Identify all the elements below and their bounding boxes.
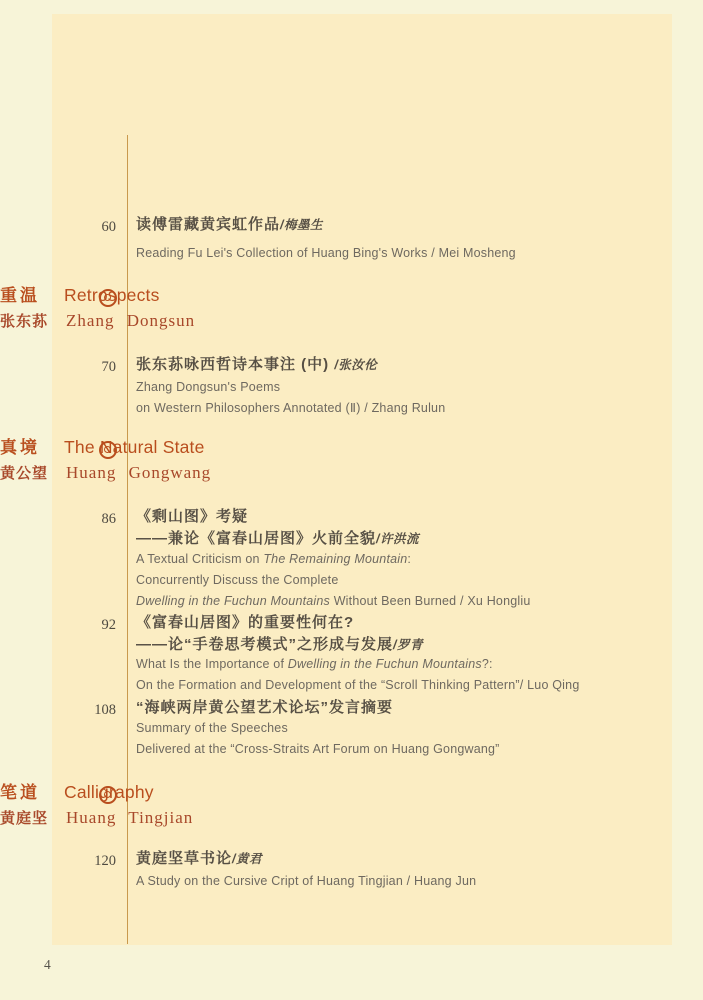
section-natural-state-person — [0, 462, 211, 484]
entry-92-page-number: 92 — [101, 617, 116, 633]
entry-86-en1-post: : — [407, 552, 412, 566]
entry-120-title-zh — [136, 850, 262, 869]
entry-70-title-zh-text: 张东荪咏西哲诗本事注 (中) — [136, 356, 335, 373]
entry-92-title-en-line1 — [136, 657, 493, 673]
entry-86-title-en-line3 — [136, 594, 530, 610]
entry-120-author-zh: /黄君 — [232, 852, 262, 866]
entry-86-title-en-line1 — [136, 552, 411, 568]
entry-70-title-en-line1: Zhang Dongsun's Poems — [136, 380, 281, 394]
entry-86-en1-pre: A Textual Criticism on — [136, 552, 264, 566]
section-natural-state-person-en: Huang Gongwang — [66, 463, 212, 482]
section-natural-state-zh: 真境 — [0, 438, 40, 457]
section-retrospects-header — [0, 285, 160, 307]
section-calligraphy-en: Calligraphy — [64, 782, 154, 802]
section-retrospects-zh: 重温 — [0, 286, 40, 305]
entry-60-page-number: 60 — [101, 219, 116, 235]
entry-86-author-zh: /许洪流 — [376, 532, 419, 546]
section-calligraphy-person-en: Huang Tingjian — [66, 808, 194, 827]
entry-92-en1-italic: Dwelling in the Fuchun Mountains — [287, 657, 482, 671]
section-calligraphy-zh: 笔道 — [0, 783, 40, 802]
entry-60-title-zh-text: 读傅雷藏黄宾虹作品 — [136, 216, 281, 233]
section-retrospects-person-en: Zhang Dongsun — [66, 311, 196, 330]
entry-108-page-number: 108 — [94, 702, 116, 718]
section-calligraphy-person-zh: 黄庭坚 — [0, 810, 49, 827]
entry-86-en3-post: Without Been Burned / Xu Hongliu — [330, 594, 531, 608]
folio-page-number: 4 — [44, 957, 51, 972]
entry-92-author-zh: /罗青 — [393, 638, 423, 652]
entry-86-subtitle-zh-text: ——兼论《富春山居图》火前全貌 — [136, 530, 377, 547]
section-calligraphy-person — [0, 807, 193, 829]
section-natural-state-header — [0, 437, 205, 459]
entry-92-en1-post: ?: — [481, 657, 493, 671]
entry-86-subtitle-zh — [136, 530, 419, 549]
entry-60-title-zh — [136, 216, 323, 235]
entry-70-title-en-line2: on Western Philosophers Annotated (Ⅱ) / Zhang Rulun — [136, 401, 446, 415]
entry-70-title-zh — [136, 356, 377, 375]
entry-86-title-en-line2: Concurrently Discuss the Complete — [136, 573, 339, 587]
section-retrospects-en: Retrospects — [64, 285, 160, 305]
entry-86-en3-italic: Dwelling in the Fuchun Mountains — [136, 594, 331, 608]
entry-120-title-zh-text: 黄庭坚草书论 — [136, 850, 233, 867]
entry-70-page-number: 70 — [101, 359, 116, 375]
entry-86-en1-italic: The Remaining Mountain — [263, 552, 408, 566]
section-calligraphy-header — [0, 782, 154, 804]
section-retrospects-person-zh: 张东荪 — [0, 313, 49, 330]
entry-92-subtitle-zh-text: ——论“手卷思考模式”之形成与发展 — [136, 636, 394, 653]
entry-86-title-zh: 《剩山图》考疑 — [136, 508, 249, 525]
entry-108-title-en-line2: Delivered at the “Cross-Straits Art Forum on Huang Gongwang” — [136, 742, 500, 756]
entry-108-title-en-line1: Summary of the Speeches — [136, 721, 288, 735]
entry-92-title-zh: 《富春山居图》的重要性何在? — [136, 614, 355, 631]
entry-70-author-zh: /张汝伦 — [334, 358, 378, 372]
entry-92-en1-pre: What Is the Importance of — [136, 657, 288, 671]
section-natural-state-en: The Natural State — [64, 437, 205, 457]
entry-92-title-en-line2: On the Formation and Development of the “Scroll Thinking Pattern”/ Luo Qing — [136, 678, 580, 692]
entry-92-subtitle-zh — [136, 636, 423, 655]
entry-108-title-zh: “海峡两岸黄公望艺术论坛”发言摘要 — [136, 699, 394, 716]
section-natural-state-person-zh: 黄公望 — [0, 465, 49, 482]
entry-60-author-zh: /梅墨生 — [280, 218, 323, 232]
entry-60-title-en: Reading Fu Lei's Collection of Huang Bing's Works / Mei Mosheng — [136, 246, 516, 260]
section-retrospects-person — [0, 310, 195, 332]
entry-120-page-number: 120 — [94, 853, 116, 869]
entry-86-page-number: 86 — [101, 511, 116, 527]
entry-120-title-en: A Study on the Cursive Cript of Huang Tingjian / Huang Jun — [136, 874, 477, 888]
